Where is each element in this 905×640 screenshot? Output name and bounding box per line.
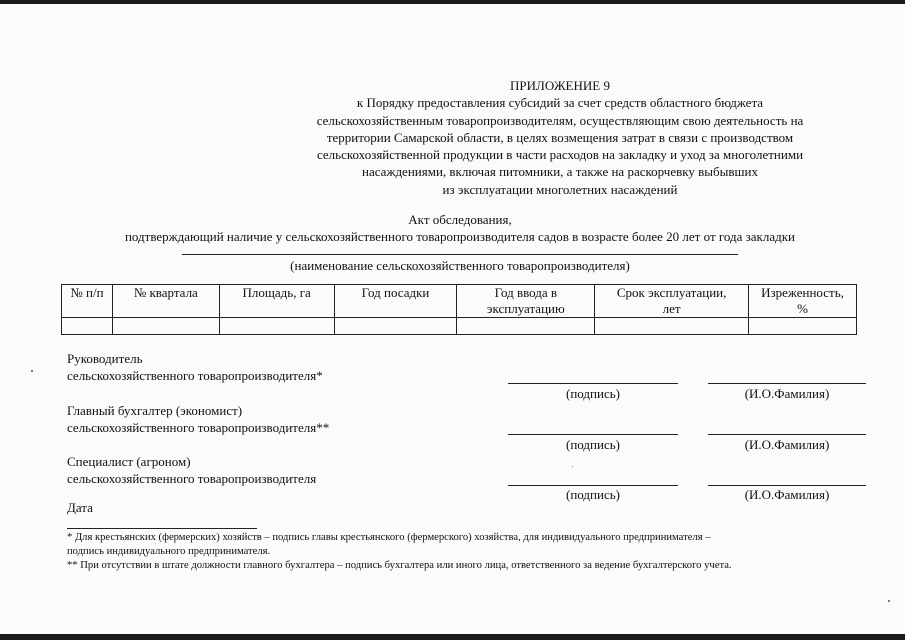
signature-line [508,485,678,486]
appendix-line: территории Самарской области, в целях возмещения затрат в связи с производством [326,129,794,145]
producer-name-line [182,254,738,255]
act-heading [60,211,860,245]
footnote: * Для крестьянских (фермерских) хозяйств – подпись главы крестьянского (фермерского) хозяйства, для индивидуального предпринимателя – [67,532,711,543]
appendix-line: сельскохозяйственным товаропроизводителям, осуществляющим свою деятельность на [316,112,804,128]
name-line [708,434,866,435]
appendix-line: насаждениями, включая питомники, а также на раскорчевку выбывших [362,164,758,180]
signatory-head-label: Руководитель сельскохозяйственного товаропроизводителя* [67,351,323,383]
appendix-line: к Порядку предоставления субсидий за счет средств областного бюджета [356,95,764,111]
signature-caption: (подпись) [566,487,620,502]
col-header-planting-year: Год посадки [334,285,457,318]
signature-line [508,383,678,384]
act-subtitle: подтверждающий наличие у сельскохозяйственного товаропроизводителя садов в возрасте более 20 лет от года закладки [124,229,796,244]
date-label: Дата [67,500,93,515]
footnote-separator [67,528,257,529]
col-header-commissioning-year: Год ввода в эксплуатацию [457,285,595,318]
col-header-service-life: Срок эксплуатации, лет [595,285,749,318]
name-caption: (И.О.Фамилия) [744,437,830,452]
table-header-row [62,285,857,318]
appendix-line: из эксплуатации многолетних насаждений [442,181,678,197]
col-header-sparseness: Изреженность, % [749,285,857,318]
name-line [708,383,866,384]
footnote: подпись индивидуального предпринимателя. [67,546,271,557]
footnote: ** При отсутствии в штате должности главного бухгалтера – подпись бухгалтера или иного лица, ответственного за ведение бухгалтерского учета. [67,560,732,571]
appendix-title: ПРИЛОЖЕНИЕ 9 [510,78,610,93]
producer-name-caption: (наименование сельскохозяйственного товаропроизводителя) [290,258,630,273]
scan-speck [888,600,890,602]
signature-caption: (подпись) [566,386,620,401]
col-header-quarter: № квартала [112,285,219,318]
scan-speck [572,466,573,467]
appendix-header [270,77,850,198]
name-line [708,485,866,486]
col-header-area: Площадь, га [219,285,334,318]
footnotes [67,531,867,573]
name-caption: (И.О.Фамилия) [744,386,830,401]
name-caption: (И.О.Фамилия) [744,487,830,502]
orchard-table [61,284,857,335]
signatory-accountant-label: Главный бухгалтер (экономист) сельскохозяйственного товаропроизводителя** [67,403,330,435]
scan-border-bottom [0,634,905,640]
col-header-number: № п/п [62,285,113,318]
signature-caption: (подпись) [566,437,620,452]
scan-speck [31,370,33,372]
scan-border-top [0,0,905,4]
table-row [62,318,857,335]
act-title: Акт обследования, [408,212,512,227]
signature-line [508,434,678,435]
appendix-line: сельскохозяйственной продукции в части расходов на закладку и уход за многолетними [316,147,804,163]
signatory-agronomist-label: Специалист (агроном) сельскохозяйственного товаропроизводителя [67,454,317,486]
